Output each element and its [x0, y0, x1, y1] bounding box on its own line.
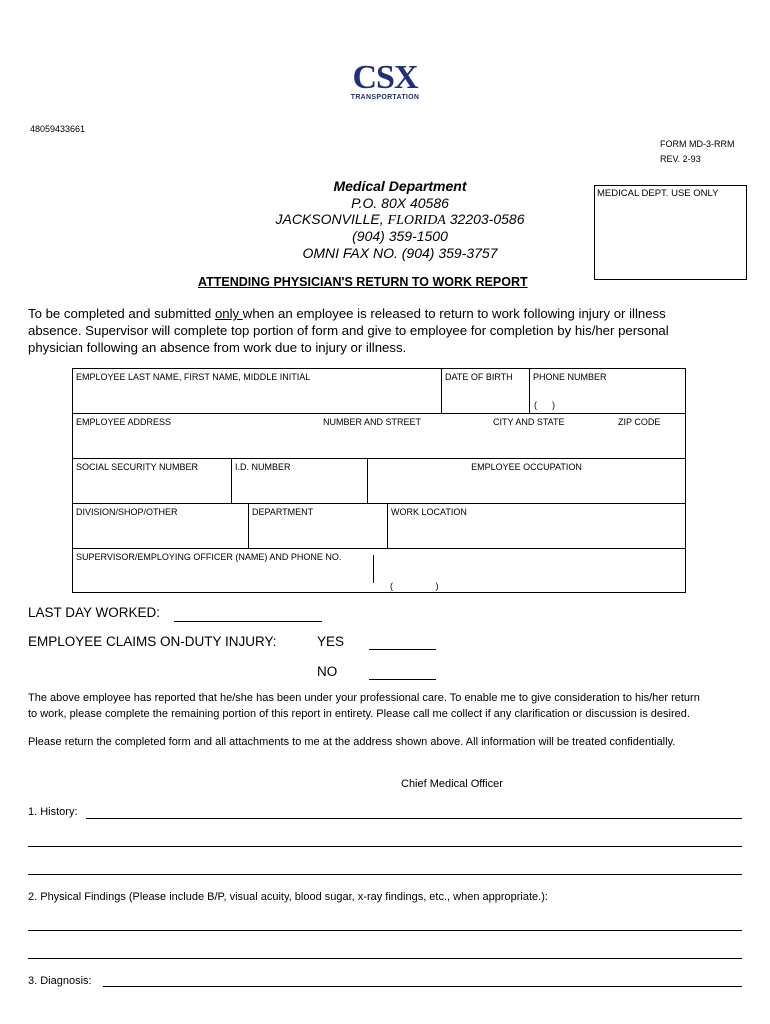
supervisor-label: SUPERVISOR/EMPLOYING OFFICER (NAME) AND PHONE NO. [76, 552, 342, 562]
form-id: FORM MD-3-RRM [660, 139, 735, 149]
state-name: FLORIDA [387, 213, 446, 228]
history-line-1[interactable] [86, 818, 742, 819]
physical-findings-line-1[interactable] [28, 930, 742, 931]
logo-subtext: TRANSPORTATION [350, 94, 420, 101]
diagnosis-label: 3. Diagnosis: [28, 975, 92, 987]
yes-line[interactable] [369, 649, 436, 650]
no-line[interactable] [369, 679, 436, 680]
employee-occupation-label: EMPLOYEE OCCUPATION [471, 462, 582, 472]
physical-findings-line-2[interactable] [28, 958, 742, 959]
employee-address-label: EMPLOYEE ADDRESS [76, 417, 172, 427]
physical-findings-label: 2. Physical Findings (Please include B/P, visual acuity, blood sugar, x-ray findings, etc., when appropriate.): [28, 891, 548, 903]
employee-occupation-field[interactable] [368, 459, 685, 503]
supervisor-field[interactable] [73, 549, 685, 593]
on-duty-injury-label: EMPLOYEE CLAIMS ON-DUTY INJURY: [28, 634, 277, 649]
history-line-3[interactable] [28, 874, 742, 875]
dept-name: Medical Department [333, 178, 467, 194]
city-line: JACKSONVILLE, FLORIDA 32203-0586 [275, 211, 525, 228]
intro-line-1: To be completed and submitted only when an employee is released to return to work following injury or illness [28, 306, 666, 321]
dept-phone: (904) 359-1500 [352, 228, 448, 244]
history-label: 1. History: [28, 806, 78, 818]
division-field[interactable]: DIVISION/SHOP/OTHER [76, 507, 178, 517]
street-label: NUMBER AND STREET [323, 417, 422, 427]
only-emphasis: only [214, 306, 243, 321]
last-day-worked-label: LAST DAY WORKED: [28, 605, 161, 620]
form-title: ATTENDING PHYSICIAN'S RETURN TO WORK REPORT [198, 275, 528, 289]
employee-address-field[interactable] [73, 414, 685, 458]
work-location-field[interactable]: WORK LOCATION [391, 507, 467, 517]
employee-name-field[interactable]: EMPLOYEE LAST NAME, FIRST NAME, MIDDLE INITIAL [76, 372, 311, 382]
medical-use-label: MEDICAL DEPT. USE ONLY [597, 188, 719, 199]
employee-info-grid [72, 368, 686, 593]
date-of-birth-field[interactable]: DATE OF BIRTH [445, 372, 513, 382]
form-revision: REV. 2-93 [660, 154, 701, 164]
document-number: 48059433661 [30, 124, 86, 134]
phone-number-field[interactable] [530, 369, 685, 413]
phone-number-label: PHONE NUMBER [533, 372, 607, 382]
dept-fax: OMNI FAX NO. (904) 359-3757 [302, 245, 498, 261]
department-field[interactable]: DEPARTMENT [252, 507, 314, 517]
medical-use-only-box [594, 185, 747, 280]
chief-medical-officer: Chief Medical Officer [401, 778, 503, 790]
supervisor-phone-paren: ( ) [390, 581, 439, 591]
diagnosis-line[interactable] [103, 986, 742, 987]
care-paragraph-line-2: to work, please complete the remaining portion of this report in entirety. Please call me collect if any clarification or discussion is desired. [28, 708, 690, 720]
history-line-2[interactable] [28, 846, 742, 847]
yes-label: YES [317, 634, 345, 649]
return-paragraph: Please return the completed form and all attachments to me at the address shown above. All information will be treated confidentially. [28, 736, 676, 748]
care-paragraph-line-1: The above employee has reported that he/she has been under your professional care. To enable me to give consideration to his/her return [28, 692, 700, 704]
intro-line-2: absence. Supervisor will complete top portion of form and give to employee for completion by his/her personal [28, 323, 669, 338]
zip-code-label: ZIP CODE [618, 417, 661, 427]
phone-area-code: ( ) [534, 400, 555, 410]
logo-text: CSX [352, 59, 418, 96]
csx-logo [345, 59, 425, 104]
intro-paragraph [28, 305, 743, 356]
po-box: P.O. 80X 40586 [351, 195, 449, 211]
city-state-label: CITY AND STATE [493, 417, 565, 427]
ssn-field[interactable]: SOCIAL SECURITY NUMBER [76, 462, 199, 472]
last-day-worked-line[interactable] [174, 621, 322, 622]
id-number-field[interactable]: I.D. NUMBER [235, 462, 291, 472]
intro-line-3: physician following an absence from work due to injury or illness. [28, 340, 407, 355]
no-label: NO [317, 664, 338, 679]
